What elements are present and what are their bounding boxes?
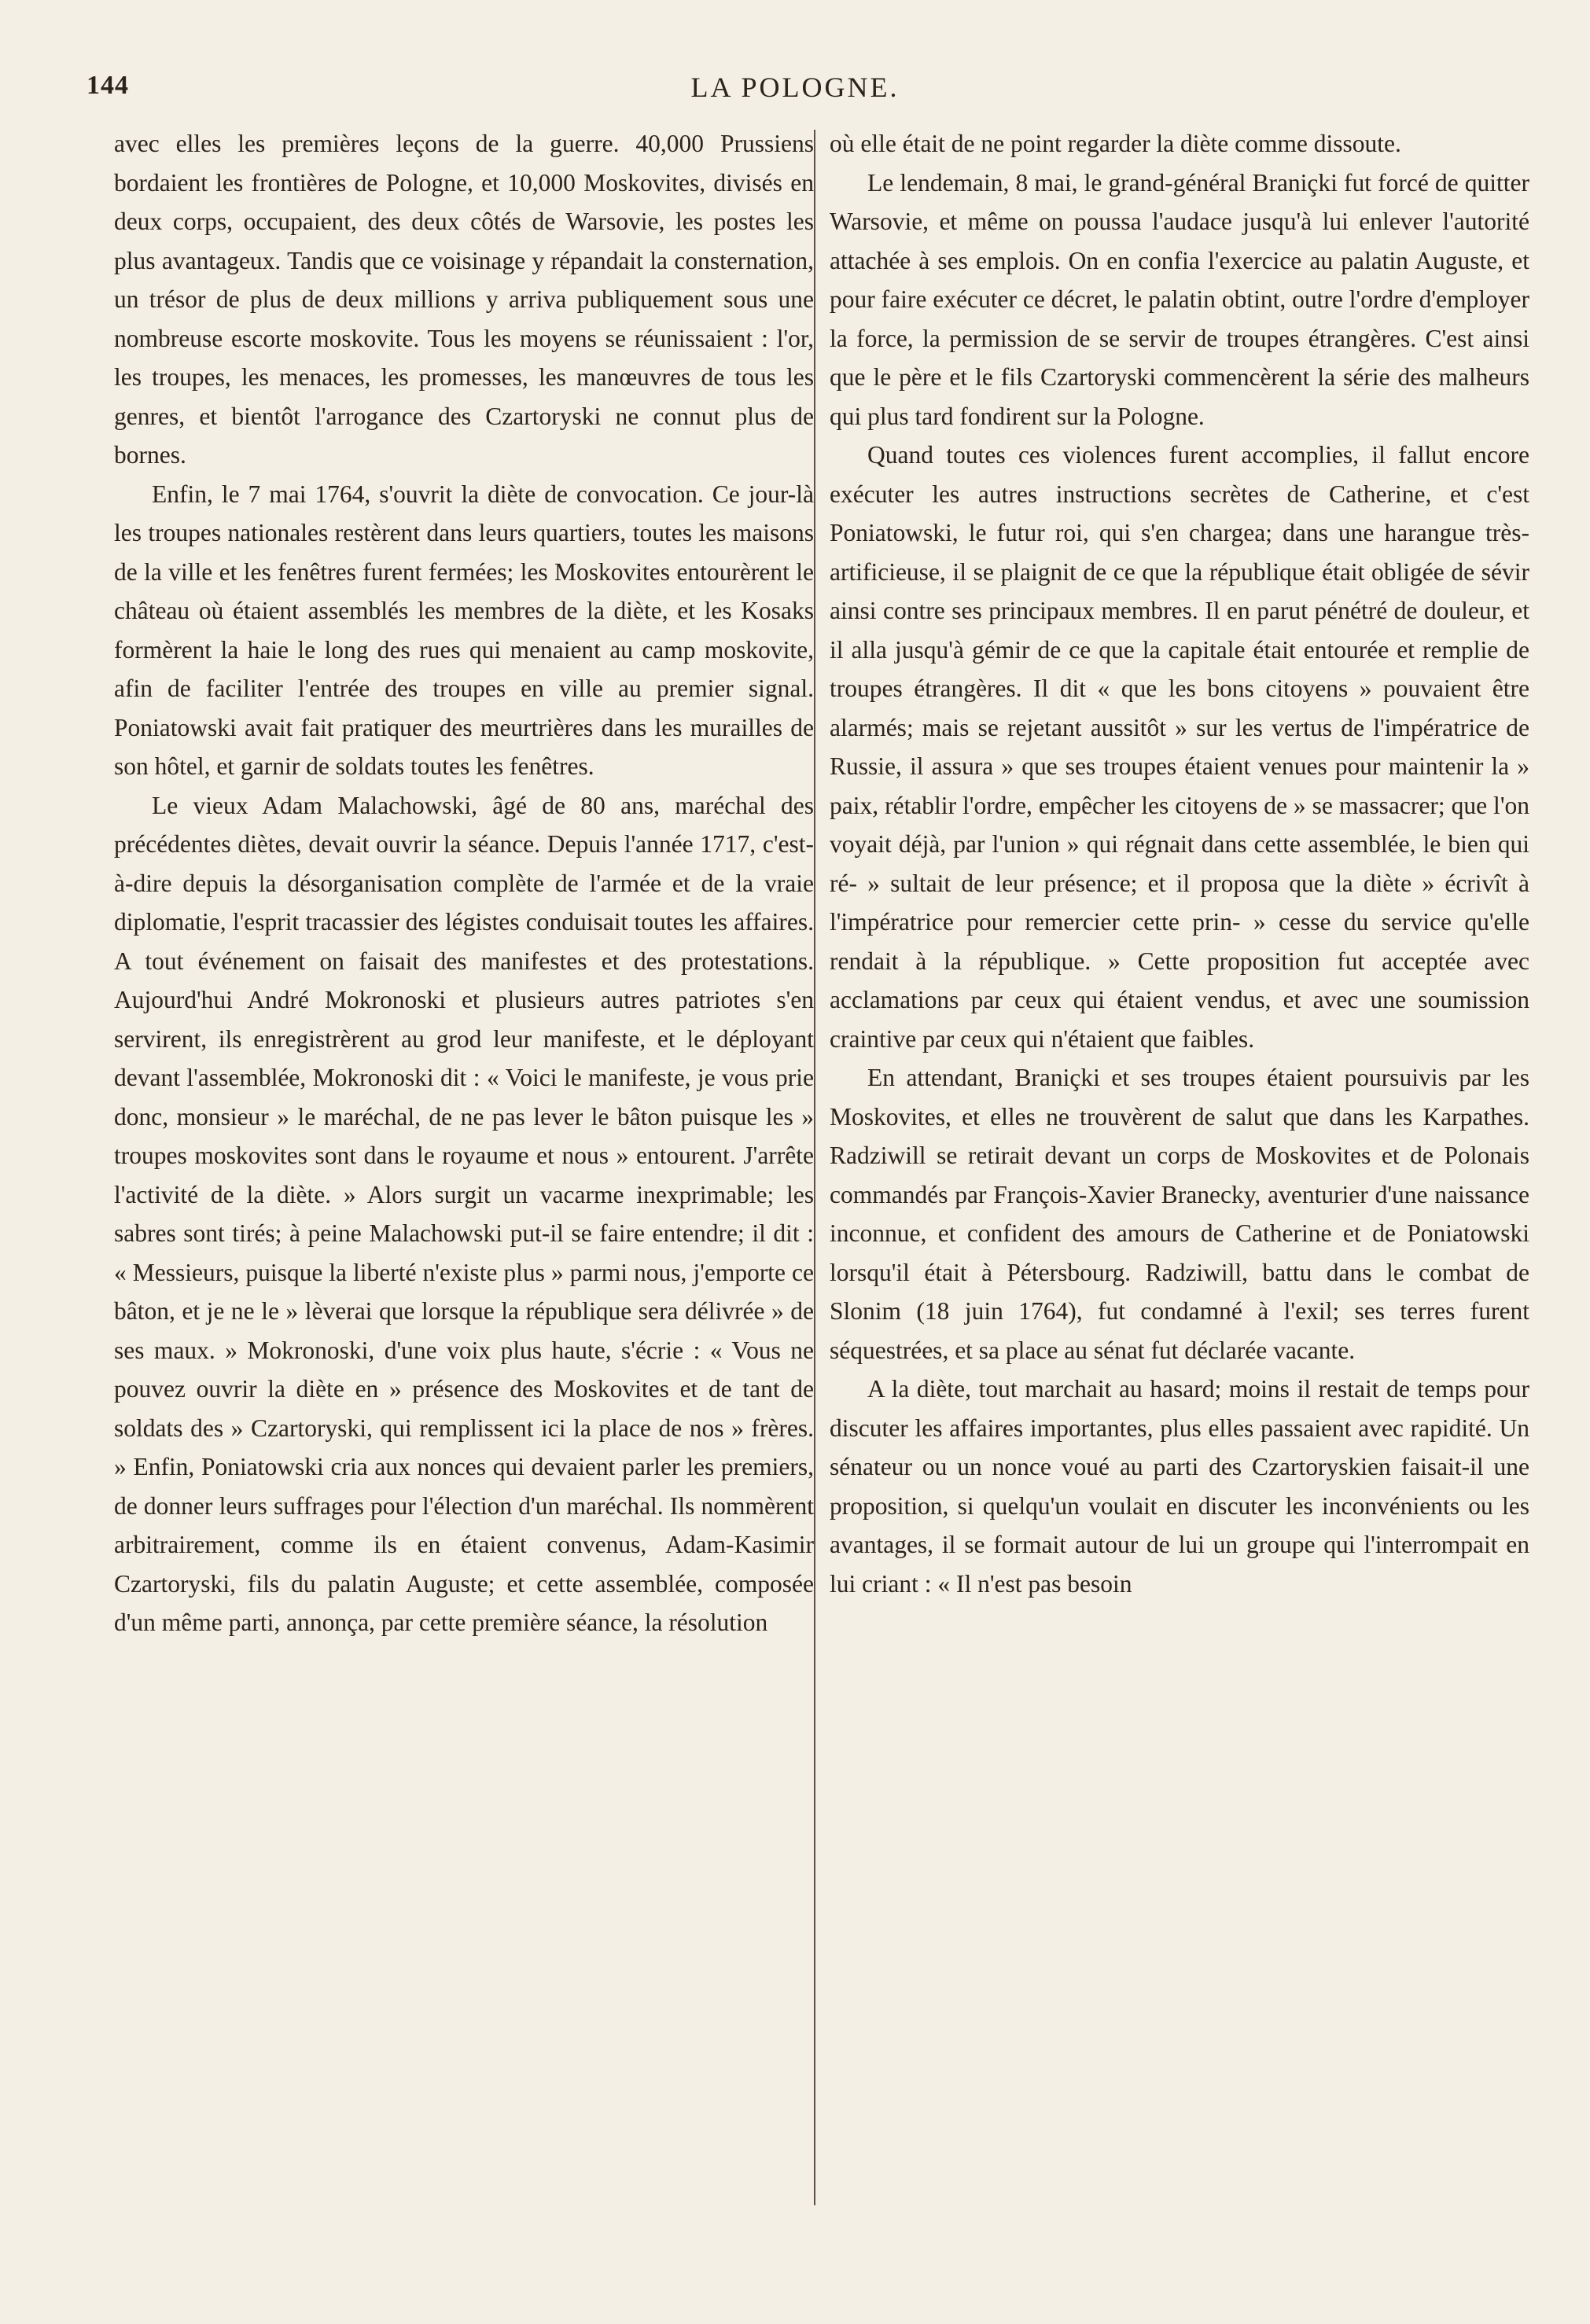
- paragraph: Le vieux Adam Malachowski, âgé de 80 ans, maréchal des précédentes diètes, devait ouvrir la séance. Depuis l'année 1717, c'est-à-dire depuis la désorganisation complète de l'armée et de la vraie diplomatie, l'esprit tracassier des légistes conduisait toutes les affaires. A tout événement on faisait des manifestes et des protestations. Aujourd'hui André Mokronoski et plusieurs autres patriotes s'en servirent, ils enregistrèrent au grod leur manifeste, et le déployant devant l'assemblée, Mokronoski dit : « Voici le manifeste, je vous prie donc, monsieur » le maréchal, de ne pas lever le bâton puisque les » troupes moskovites sont dans le royaume et nous » entourent. J'arrête l'activité de la diète. » Alors surgit un vacarme inexprimable; les sabres sont tirés; à peine Malachowski put-il se faire entendre; il dit : « Messieurs, puisque la liberté n'existe plus » parmi nous, j'emporte ce bâton, et je ne le » lèverai que lorsque la république sera délivrée » de ses maux. » Mokronoski, d'une voix plus haute, s'écrie : « Vous ne pouvez ouvrir la diète en » présence des Moskovites et de tant de soldats des » Czartoryski, qui remplissent ici la place de nos » frères. » Enfin, Poniatowski cria aux nonces qui devaient parler les premiers, de donner leurs suffrages pour l'élection d'un maréchal. Ils nommèrent arbitrairement, comme ils en étaient convenus, Adam-Kasimir Czartoryski, fils du palatin Auguste; et cette assemblée, composée d'un même parti, annonça, par cette première séance, la résolution: [114, 791, 814, 1636]
- right-column: [830, 124, 1529, 2208]
- running-title: LA POLOGNE.: [690, 72, 900, 103]
- paragraph: Le lendemain, 8 mai, le grand-général Braniçki fut forcé de quitter Warsovie, et même on poussa l'audace jusqu'à lui enlever l'autorité attachée à ses emplois. On en confia l'exercice au palatin Auguste, et pour faire exécuter ce décret, le palatin obtint, outre l'ordre d'employer la force, la permission de se servir de troupes étrangères. C'est ainsi que le père et le fils Czartoryski commencèrent la série des malheurs qui plus tard fondirent sur la Pologne.: [830, 168, 1529, 430]
- left-column: [114, 124, 814, 2208]
- page-header: [0, 71, 1590, 110]
- column-divider: [814, 130, 815, 2205]
- paragraph: A la diète, tout marchait au hasard; moins il restait de temps pour discuter les affaires importantes, plus elles passaient avec rapidité. Un sénateur ou un nonce voué au parti des Czartoryskien faisait-il une proposition, si quelqu'un voulait en discuter les inconvénients ou les avantages, il se formait autour de lui un groupe qui l'interrompait en lui criant : « Il n'est pas besoin: [830, 1375, 1529, 1598]
- paragraph: Quand toutes ces violences furent accomplies, il fallut encore exécuter les autres instructions secrètes de Catherine, et c'est Poniatowski, le futur roi, qui s'en chargea; dans une harangue très-artificieuse, il se plaignit de ce que la république était obligée de sévir ainsi contre ses principaux membres. Il en parut pénétré de douleur, et il alla jusqu'à gémir de ce que la capitale était entourée et remplie de troupes étrangères. Il dit « que les bons citoyens » pouvaient être alarmés; mais se rejetant aussitôt » sur les vertus de l'impératrice de Russie, il assura » que ses troupes étaient venues pour maintenir la » paix, rétablir l'ordre, empêcher les citoyens de » se massacrer; que l'on voyait déjà, par l'union » qui régnait dans cette assemblée, le bien qui ré- » sultait de leur présence; et il proposa que la diète » écrivît à l'impératrice pour remercier cette prin- » cesse du service qu'elle rendait à la république. » Cette proposition fut acceptée avec acclamations par ceux qui étaient vendus, et avec une soumission craintive par ceux qui n'étaient que faibles.: [830, 441, 1529, 1053]
- paragraph: avec elles les premières leçons de la guerre. 40,000 Prussiens bordaient les frontières de Pologne, et 10,000 Moskovites, divisés en deux corps, occupaient, des deux côtés de Warsovie, les postes les plus avantageux. Tandis que ce voisinage y répandait la consternation, un trésor de plus de deux millions y arriva publiquement sous une nombreuse escorte moskovite. Tous les moyens se réunissaient : l'or, les troupes, les menaces, les promesses, les manœuvres de tous les genres, et bientôt l'arrogance des Czartoryski ne connut plus de bornes.: [114, 130, 814, 469]
- paragraph: Enfin, le 7 mai 1764, s'ouvrit la diète de convocation. Ce jour-là les troupes nationales restèrent dans leurs quartiers, toutes les maisons de la ville et les fenêtres furent fermées; les Moskovites entourèrent le château où étaient assemblés les membres de la diète, et les Kosaks formèrent la haie le long des rues qui menaient au camp moskovite, afin de faciliter l'entrée des troupes en ville au premier signal. Poniatowski avait fait pratiquer des meurtrières dans les murailles de son hôtel, et garnir de soldats toutes les fenêtres.: [114, 480, 814, 780]
- paragraph: où elle était de ne point regarder la diète comme dissoute.: [830, 130, 1401, 157]
- paragraph: En attendant, Braniçki et ses troupes étaient poursuivis par les Moskovites, et elles ne trouvèrent de salut que dans les Karpathes. Radziwill se retirait devant un corps de Moskovites et de Polonais commandés par François-Xavier Branecky, aventurier d'une naissance inconnue, et confident des amours de Catherine et de Poniatowski lorsqu'il était à Pétersbourg. Radziwill, battu dans le combat de Slonim (18 juin 1764), fut condamné à l'exil; ses terres furent séquestrées, et sa place au sénat fut déclarée vacante.: [830, 1064, 1529, 1364]
- page-number: 144: [86, 71, 129, 100]
